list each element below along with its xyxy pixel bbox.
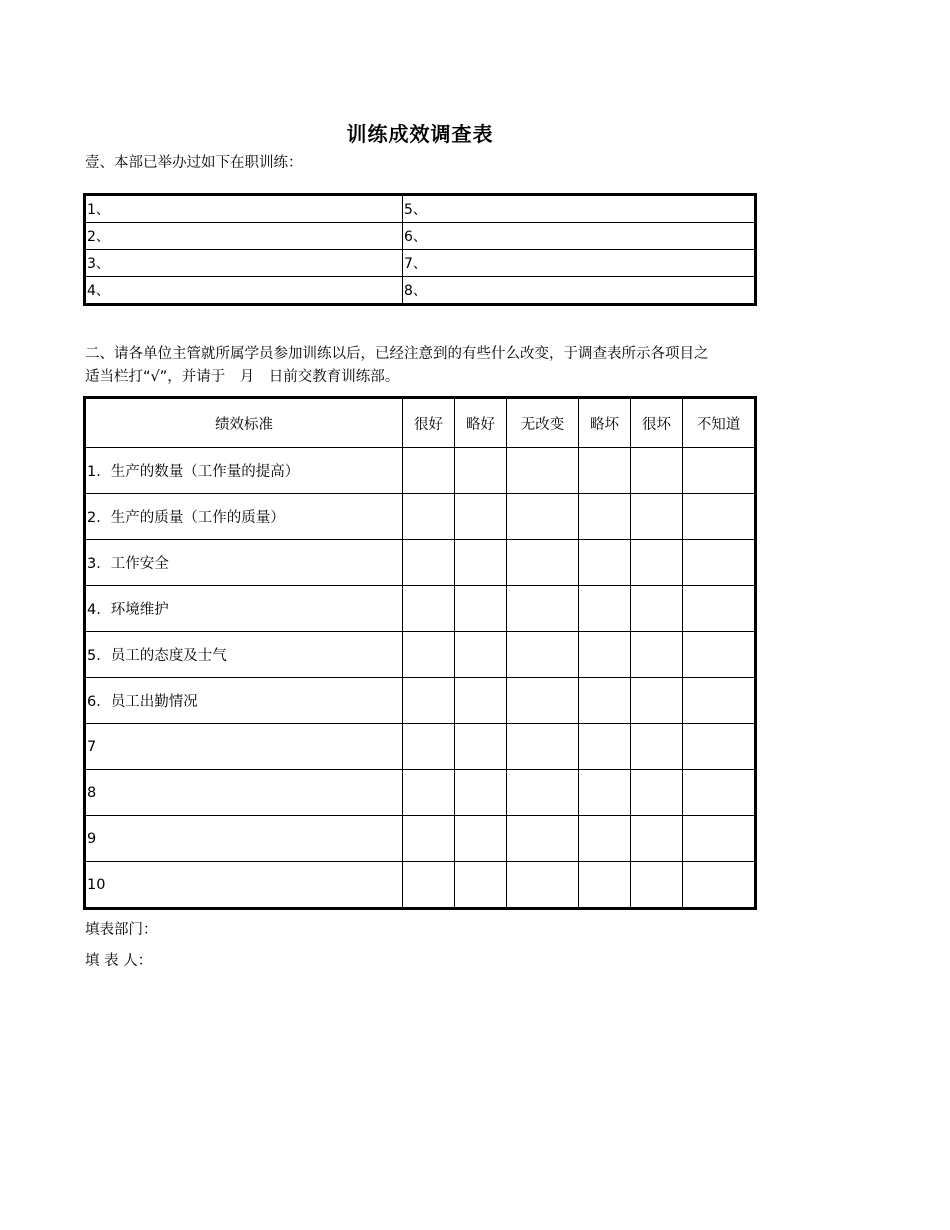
rating-cell[interactable] <box>683 724 756 770</box>
criteria-row <box>85 770 756 816</box>
rating-cell[interactable] <box>683 816 756 862</box>
rating-cell[interactable] <box>455 586 507 632</box>
rating-cell[interactable] <box>507 724 579 770</box>
rating-cell[interactable] <box>455 632 507 678</box>
training-item-left[interactable]: 2、 <box>85 223 403 250</box>
training-row <box>85 277 756 305</box>
criteria-row <box>85 586 756 632</box>
rating-cell[interactable] <box>507 678 579 724</box>
rating-cell[interactable] <box>683 770 756 816</box>
criteria-label: 10 <box>85 862 403 909</box>
rating-cell[interactable] <box>507 816 579 862</box>
rating-cell[interactable] <box>507 540 579 586</box>
rating-cell[interactable] <box>455 816 507 862</box>
rating-cell[interactable] <box>631 678 683 724</box>
rating-cell[interactable] <box>631 448 683 494</box>
training-item-right[interactable]: 5、 <box>403 195 756 223</box>
rating-cell[interactable] <box>403 632 455 678</box>
department-label: 填表部门： <box>85 922 158 938</box>
training-row <box>85 223 756 250</box>
rating-cell[interactable] <box>579 540 631 586</box>
rating-cell[interactable] <box>683 862 756 909</box>
rating-cell[interactable] <box>507 632 579 678</box>
rating-cell[interactable] <box>631 586 683 632</box>
rating-cell[interactable] <box>579 632 631 678</box>
criteria-row <box>85 816 756 862</box>
rating-cell[interactable] <box>455 724 507 770</box>
rating-cell[interactable] <box>455 540 507 586</box>
rating-cell[interactable] <box>455 770 507 816</box>
rating-cell[interactable] <box>631 770 683 816</box>
rating-cell[interactable] <box>683 678 756 724</box>
criteria-row <box>85 632 756 678</box>
rating-cell[interactable] <box>579 770 631 816</box>
rating-cell[interactable] <box>631 862 683 909</box>
rating-cell[interactable] <box>507 494 579 540</box>
rating-cell[interactable] <box>631 724 683 770</box>
rating-cell[interactable] <box>455 678 507 724</box>
rating-cell[interactable] <box>579 862 631 909</box>
criteria-row <box>85 862 756 909</box>
rating-cell[interactable] <box>579 678 631 724</box>
rating-header: 略坏 <box>579 398 631 448</box>
trainings-table <box>83 193 757 306</box>
criteria-row <box>85 540 756 586</box>
section1-heading: 壹、本部已举办过如下在职训练： <box>85 155 303 171</box>
training-item-left[interactable]: 4、 <box>85 277 403 305</box>
rating-cell[interactable] <box>403 540 455 586</box>
criteria-label: 3．工作安全 <box>85 540 403 586</box>
rating-cell[interactable] <box>403 678 455 724</box>
rating-cell[interactable] <box>631 494 683 540</box>
rating-cell[interactable] <box>455 862 507 909</box>
criteria-row <box>85 494 756 540</box>
criteria-label: 7 <box>85 724 403 770</box>
person-label: 填 表 人： <box>85 953 153 969</box>
rating-cell[interactable] <box>579 724 631 770</box>
rating-header: 不知道 <box>683 398 756 448</box>
criteria-label: 6．员工出勤情况 <box>85 678 403 724</box>
rating-cell[interactable] <box>683 540 756 586</box>
rating-cell[interactable] <box>683 494 756 540</box>
training-item-right[interactable]: 8、 <box>403 277 756 305</box>
criteria-label: 2．生产的质量（工作的质量） <box>85 494 403 540</box>
training-item-left[interactable]: 1、 <box>85 195 403 223</box>
page-title: 训练成效调查表 <box>346 122 494 146</box>
rating-cell[interactable] <box>403 862 455 909</box>
rating-header: 很好 <box>403 398 455 448</box>
section2-instruction-line1: 二、请各单位主管就所属学员参加训练以后，已经注意到的有些什么改变，于调查表所示各项目之 <box>85 346 709 362</box>
rating-cell[interactable] <box>579 586 631 632</box>
rating-cell[interactable] <box>403 494 455 540</box>
training-item-left[interactable]: 3、 <box>85 250 403 277</box>
rating-cell[interactable] <box>403 770 455 816</box>
rating-cell[interactable] <box>631 632 683 678</box>
rating-header: 无改变 <box>507 398 579 448</box>
criteria-header: 绩效标准 <box>85 398 403 448</box>
training-row <box>85 250 756 277</box>
rating-cell[interactable] <box>631 816 683 862</box>
criteria-label: 5．员工的态度及士气 <box>85 632 403 678</box>
rating-cell[interactable] <box>683 632 756 678</box>
rating-header: 略好 <box>455 398 507 448</box>
survey-table <box>83 396 757 910</box>
rating-cell[interactable] <box>403 586 455 632</box>
criteria-row <box>85 448 756 494</box>
criteria-label: 4．环境维护 <box>85 586 403 632</box>
rating-cell[interactable] <box>403 724 455 770</box>
rating-header: 很坏 <box>631 398 683 448</box>
rating-cell[interactable] <box>631 540 683 586</box>
rating-cell[interactable] <box>579 494 631 540</box>
training-row <box>85 195 756 223</box>
criteria-row <box>85 724 756 770</box>
criteria-label: 1．生产的数量（工作量的提高） <box>85 448 403 494</box>
criteria-label: 9 <box>85 816 403 862</box>
rating-cell[interactable] <box>455 448 507 494</box>
training-item-right[interactable]: 6、 <box>403 223 756 250</box>
rating-cell[interactable] <box>683 448 756 494</box>
survey-header-row <box>85 398 756 448</box>
rating-cell[interactable] <box>507 770 579 816</box>
rating-cell[interactable] <box>507 448 579 494</box>
rating-cell[interactable] <box>683 586 756 632</box>
training-item-right[interactable]: 7、 <box>403 250 756 277</box>
rating-cell[interactable] <box>403 816 455 862</box>
criteria-row <box>85 678 756 724</box>
rating-cell[interactable] <box>507 586 579 632</box>
rating-cell[interactable] <box>579 448 631 494</box>
rating-cell[interactable] <box>507 862 579 909</box>
criteria-label: 8 <box>85 770 403 816</box>
rating-cell[interactable] <box>455 494 507 540</box>
rating-cell[interactable] <box>579 816 631 862</box>
section2-instruction-line2: 适当栏打“√”，并请于 月 日前交教育训练部。 <box>85 369 400 385</box>
rating-cell[interactable] <box>403 448 455 494</box>
